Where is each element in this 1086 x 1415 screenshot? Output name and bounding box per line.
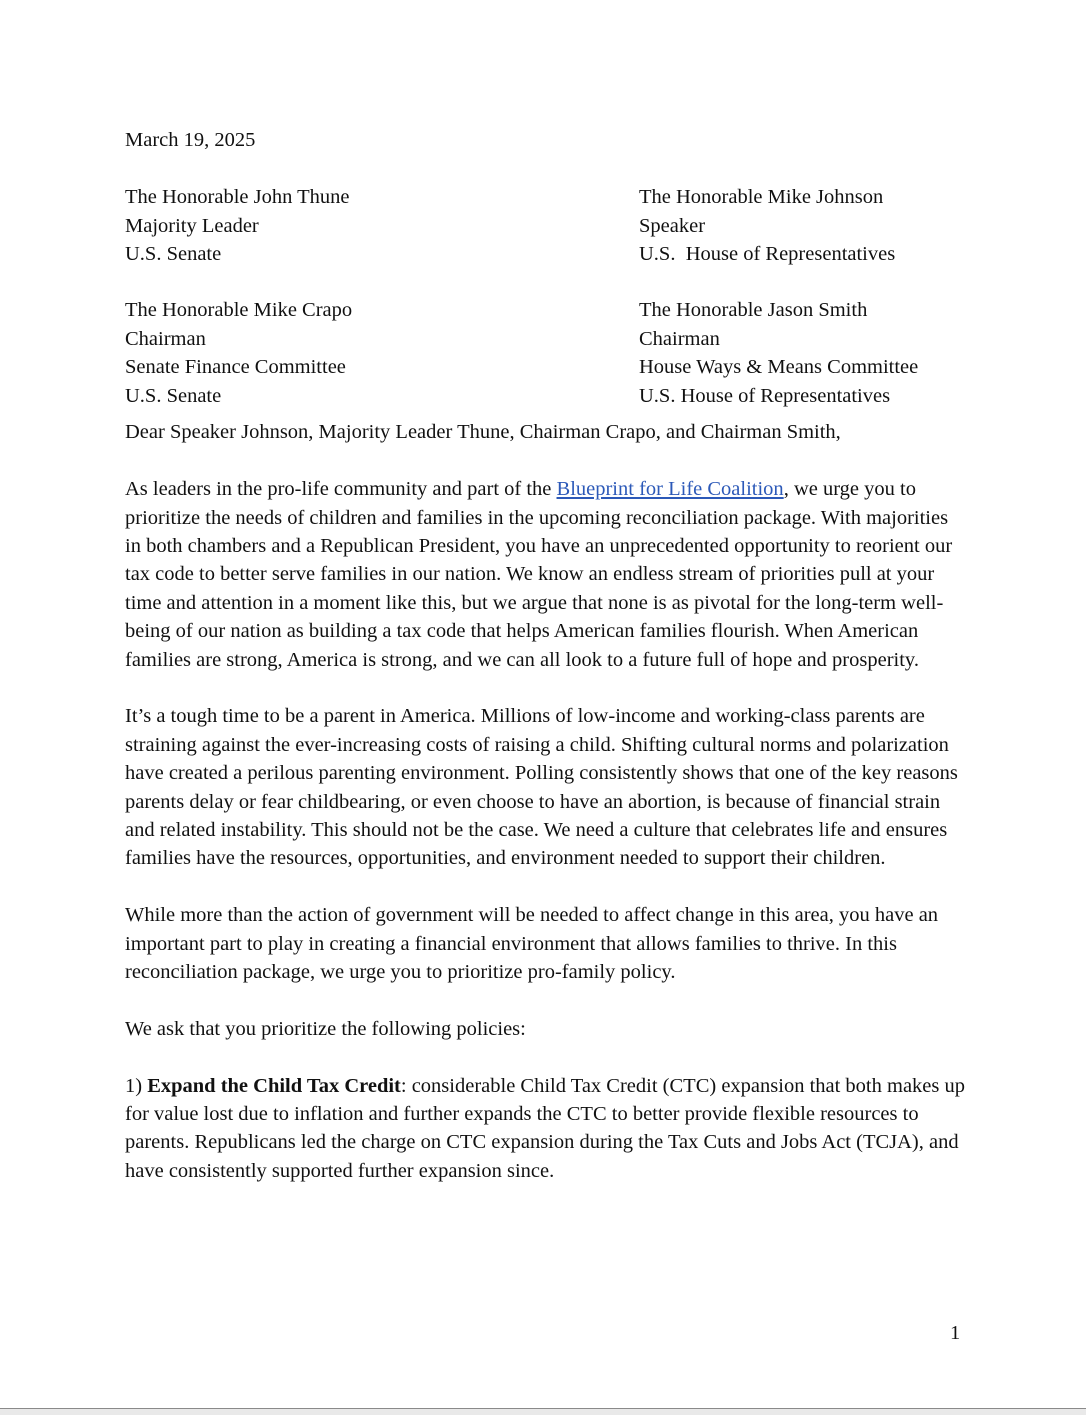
- paragraph-policies-intro: We ask that you prioritize the following policies:: [125, 1017, 526, 1040]
- recipient-line: Speaker: [639, 214, 706, 237]
- recipient-line: House Ways & Means Committee: [639, 356, 919, 379]
- recipient-line: U.S. House of Representatives: [639, 243, 896, 266]
- recipient-line: U.S. Senate: [125, 243, 222, 266]
- paragraph-text: , we urge you to prioritize the needs of children and families in the upcoming reconciliation package. With majorities in both chambers and a Republican President, you have an unprecedented opportunity to reorient our tax code to better serve families in our nation. We know an endless stream of priorities pull at your time and attention in a moment like this, but we argue that none is as pivotal for the long-term well-being of our nation as building a tax code that helps American families flourish. When American families are strong, America is strong, and we can all look to a future full of hope and prosperity.: [125, 478, 953, 671]
- paragraph-intro: [125, 475, 965, 674]
- recipient-addresses: [125, 183, 965, 411]
- letter-date: March 19, 2025: [125, 129, 256, 151]
- recipient-line: U.S. House of Representatives: [639, 384, 891, 407]
- recipient-line: The Honorable Mike Crapo: [125, 299, 353, 322]
- blueprint-coalition-link[interactable]: Blueprint for Life Coalition: [556, 478, 784, 501]
- paragraph-text: As leaders in the pro-life community and part of the: [125, 478, 557, 501]
- salutation: Dear Speaker Johnson, Majority Leader Thune, Chairman Crapo, and Chairman Smith,: [125, 421, 841, 444]
- recipient-block-thune: [125, 183, 350, 268]
- page-number: 1: [950, 1322, 961, 1344]
- recipient-line: The Honorable Mike Johnson: [639, 186, 884, 209]
- recipient-line: Chairman: [639, 327, 720, 350]
- recipient-line: The Honorable John Thune: [125, 186, 350, 209]
- recipient-line: The Honorable Jason Smith: [639, 299, 868, 322]
- policy-number: 1): [125, 1074, 148, 1097]
- recipient-line: Chairman: [125, 327, 206, 350]
- recipient-line: U.S. Senate: [125, 384, 222, 407]
- recipient-line: Majority Leader: [125, 214, 259, 237]
- policy-item-1: [125, 1072, 965, 1186]
- paragraph-government: While more than the action of government will be needed to affect change in this area, you have an important part to play in creating a financial environment that allows families to thrive. In this reconciliation package, we urge you to prioritize pro-family policy.: [125, 904, 939, 984]
- letter-body: [125, 126, 965, 1214]
- recipient-block-johnson: [639, 183, 895, 268]
- policy-title: Expand the Child Tax Credit: [147, 1074, 401, 1097]
- policy-text: : considerable Child Tax Credit (CTC) expansion that both makes up for value lost due to inflation and further expands the CTC to better provide flexible resources to parents. Republicans led the charge on CTC expansion during the Tax Cuts and Jobs Act (TCJA), and have consistently supported further expansion since.: [125, 1074, 966, 1182]
- paragraph-parenting: It’s a tough time to be a parent in America. Millions of low-income and working-class parents are straining against the ever-increasing costs of raising a child. Shifting cultural norms and polarization have created a perilous parenting environment. Polling consistently shows that one of the key reasons parents delay or fear childbearing, or even choose to have an abortion, is because of financial strain and related instability. This should not be the case. We need a culture that celebrates life and ensures families have the resources, opportunities, and environment needed to support their children.: [125, 705, 958, 870]
- recipient-line: Senate Finance Committee: [125, 356, 346, 379]
- recipient-block-smith: [639, 296, 918, 410]
- recipient-block-crapo: [125, 296, 352, 410]
